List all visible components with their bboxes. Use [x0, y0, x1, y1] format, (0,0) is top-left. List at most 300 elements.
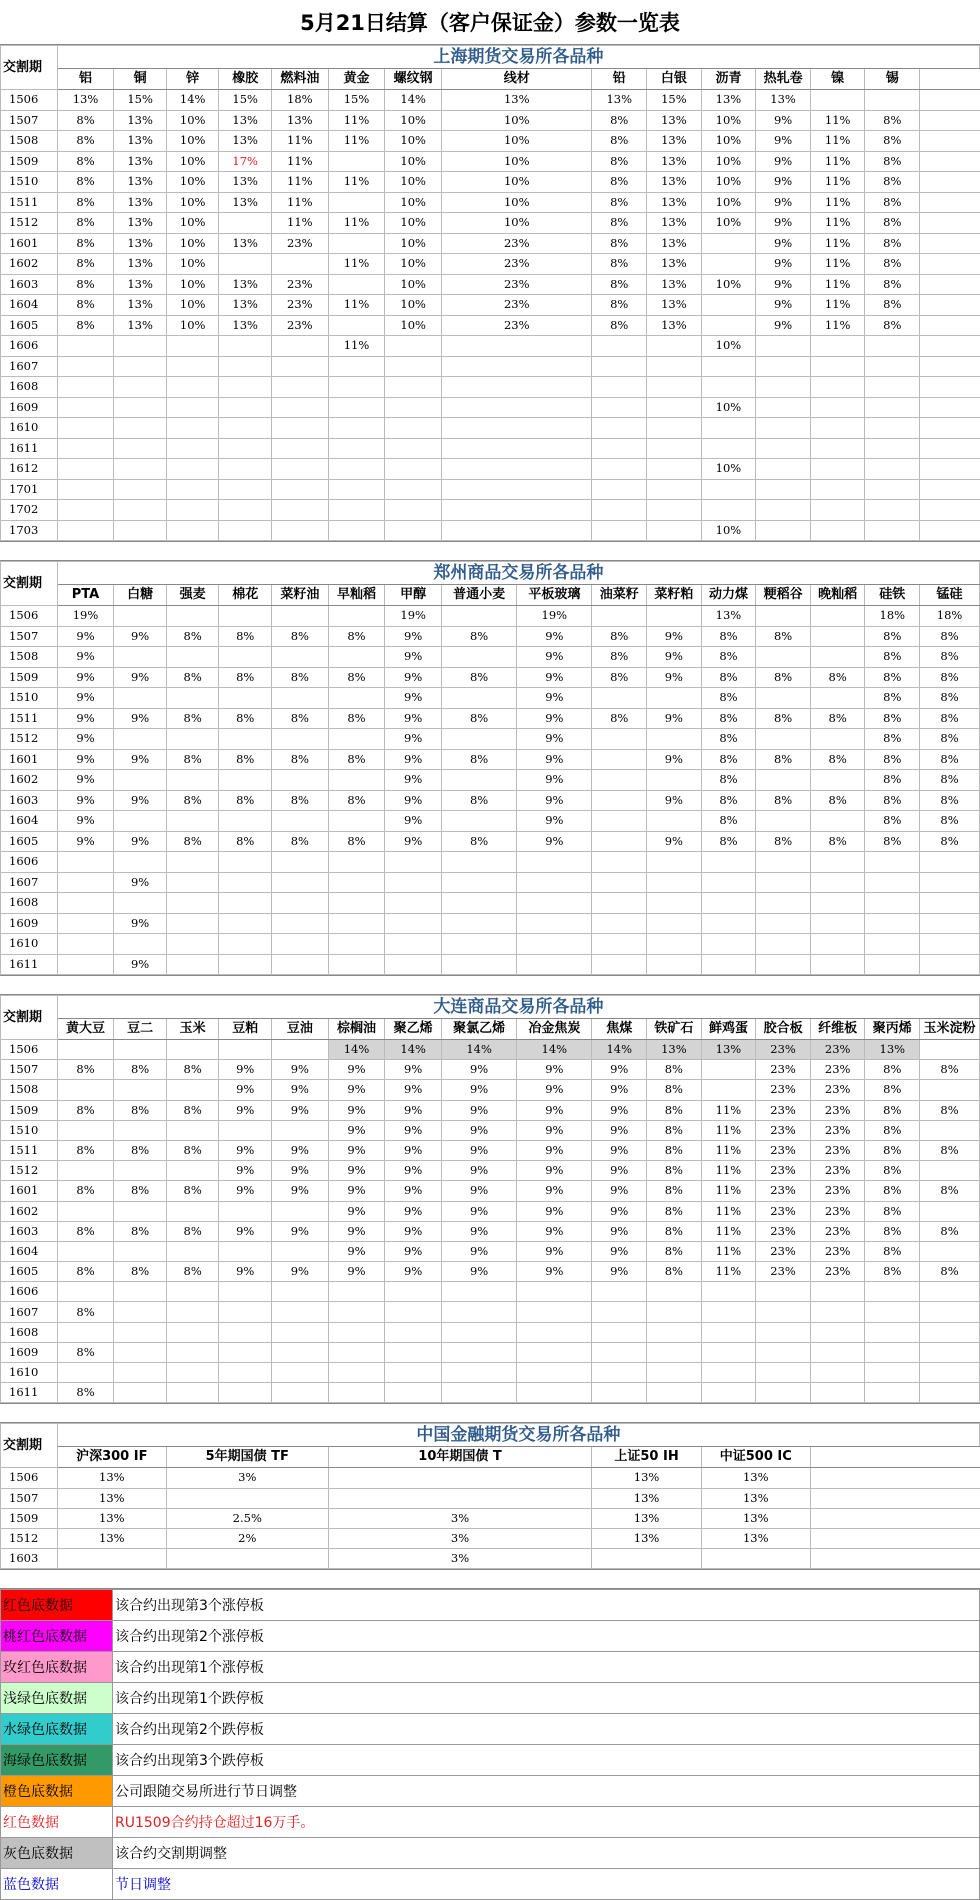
exchange-name: 大连商品交易所各品种: [57, 996, 979, 1019]
margin-cell: [114, 1302, 167, 1322]
margin-cell: 8%: [865, 1100, 920, 1120]
margin-cell: [219, 954, 272, 975]
margin-cell: [385, 1383, 442, 1403]
empty-cell: [920, 192, 980, 213]
margin-cell: [385, 913, 442, 934]
margin-cell: [865, 418, 920, 439]
margin-cell: 8%: [114, 1060, 167, 1080]
margin-cell: [920, 1080, 980, 1100]
empty-cell: [810, 1508, 979, 1528]
margin-cell: [219, 893, 272, 914]
margin-cell: [166, 1488, 328, 1508]
margin-cell: [385, 438, 442, 459]
commodity-name: 聚氯乙烯: [442, 1019, 517, 1040]
period-cell: 1611: [1, 954, 58, 975]
margin-cell: 8%: [920, 831, 980, 852]
margin-cell: 8%: [865, 1201, 920, 1221]
margin-cell: 9%: [442, 1201, 517, 1221]
margin-cell: 18%: [271, 90, 328, 111]
margin-cell: [219, 647, 272, 668]
table-row: [1, 192, 980, 213]
table-row: [1, 1488, 980, 1508]
margin-cell: 8%: [865, 233, 920, 254]
commodity-name: 聚丙烯: [865, 1019, 920, 1040]
margin-cell: [166, 1201, 219, 1221]
margin-cell: 10%: [701, 274, 756, 295]
margin-cell: 10%: [166, 315, 219, 336]
margin-cell: 8%: [328, 708, 385, 729]
margin-cell: [57, 872, 114, 893]
margin-cell: 10%: [442, 192, 592, 213]
margin-cell: 8%: [166, 626, 219, 647]
margin-cell: 10%: [385, 131, 442, 152]
margin-cell: [271, 893, 328, 914]
commodity-name: 强麦: [166, 585, 219, 606]
margin-cell: [219, 336, 272, 357]
margin-cell: [385, 459, 442, 480]
margin-cell: [442, 438, 592, 459]
margin-cell: 8%: [920, 1100, 980, 1120]
margin-cell: 8%: [166, 790, 219, 811]
margin-cell: 10%: [166, 274, 219, 295]
legend-row: [1, 1869, 980, 1900]
margin-cell: [592, 770, 647, 791]
margin-cell: [271, 1342, 328, 1362]
margin-cell: [219, 1201, 272, 1221]
margin-cell: [810, 934, 865, 955]
margin-cell: 9%: [57, 729, 114, 750]
margin-cell: 23%: [271, 295, 328, 316]
margin-cell: 13%: [114, 192, 167, 213]
legend-swatch: 红色数据: [1, 1807, 113, 1838]
margin-cell: 8%: [114, 1181, 167, 1201]
margin-cell: 10%: [442, 151, 592, 172]
margin-cell: 9%: [328, 1140, 385, 1160]
legend-description: 该合约出现第1个涨停板: [113, 1652, 980, 1683]
margin-cell: 9%: [328, 1181, 385, 1201]
table-row: [1, 356, 980, 377]
table-row: [1, 831, 980, 852]
margin-cell: [166, 729, 219, 750]
margin-cell: 9%: [385, 688, 442, 709]
table-row: [1, 1528, 980, 1548]
margin-cell: 9%: [647, 647, 702, 668]
margin-cell: 8%: [920, 626, 980, 647]
margin-cell: 13%: [114, 254, 167, 275]
margin-cell: 13%: [701, 606, 756, 627]
margin-cell: [442, 1342, 517, 1362]
table-row: [1, 1181, 980, 1201]
commodity-name: 黄金: [328, 69, 385, 90]
commodity-name: PTA: [57, 585, 114, 606]
margin-cell: [114, 811, 167, 832]
margin-cell: [701, 1060, 756, 1080]
margin-cell: [592, 749, 647, 770]
margin-cell: 8%: [57, 172, 114, 193]
margin-cell: 9%: [385, 770, 442, 791]
exchange-name: 郑州商品交易所各品种: [57, 562, 979, 585]
period-cell: 1609: [1, 397, 58, 418]
period-cell: 1703: [1, 520, 58, 541]
period-cell: 1605: [1, 315, 58, 336]
margin-cell: [219, 1282, 272, 1302]
margin-cell: 10%: [385, 213, 442, 234]
margin-cell: [114, 1383, 167, 1403]
margin-cell: [517, 1363, 592, 1383]
margin-cell: 8%: [865, 192, 920, 213]
margin-cell: [647, 500, 702, 521]
commodity-name: 玉米: [166, 1019, 219, 1040]
commodity-header-row: [1, 1447, 980, 1468]
margin-cell: [701, 233, 756, 254]
margin-cell: [328, 418, 385, 439]
margin-cell: 8%: [57, 1060, 114, 1080]
margin-cell: [810, 626, 865, 647]
margin-cell: 14%: [592, 1040, 647, 1060]
margin-cell: [57, 377, 114, 398]
margin-cell: [114, 1322, 167, 1342]
margin-cell: [219, 688, 272, 709]
margin-cell: 9%: [517, 1080, 592, 1100]
period-cell: 1607: [1, 1302, 58, 1322]
margin-cell: [865, 90, 920, 111]
commodity-name: 油菜籽: [592, 585, 647, 606]
margin-cell: 9%: [592, 1140, 647, 1160]
exchange-table: [0, 561, 980, 975]
margin-cell: 13%: [57, 1488, 166, 1508]
margin-cell: [810, 1363, 865, 1383]
margin-cell: [756, 356, 811, 377]
margin-cell: [328, 811, 385, 832]
margin-cell: [328, 192, 385, 213]
margin-cell: 8%: [57, 274, 114, 295]
period-cell: 1611: [1, 438, 58, 459]
margin-cell: 8%: [442, 708, 517, 729]
margin-cell: [328, 1363, 385, 1383]
margin-cell: [647, 729, 702, 750]
margin-cell: 8%: [701, 688, 756, 709]
margin-cell: 23%: [442, 274, 592, 295]
exchange-name: 中国金融期货交易所各品种: [57, 1424, 979, 1447]
period-cell: 1701: [1, 479, 58, 500]
margin-cell: [385, 520, 442, 541]
margin-cell: [385, 872, 442, 893]
margin-cell: [219, 1040, 272, 1060]
margin-cell: 13%: [647, 131, 702, 152]
margin-cell: [328, 872, 385, 893]
margin-cell: 13%: [701, 90, 756, 111]
margin-cell: [647, 377, 702, 398]
margin-cell: 8%: [271, 749, 328, 770]
margin-cell: 8%: [592, 192, 647, 213]
commodity-name: 镍: [810, 69, 865, 90]
margin-cell: 8%: [810, 831, 865, 852]
margin-cell: 3%: [166, 1468, 328, 1488]
margin-cell: [442, 913, 517, 934]
legend-row: [1, 1838, 980, 1869]
margin-cell: 9%: [271, 1181, 328, 1201]
commodity-name: 棕榈油: [328, 1019, 385, 1040]
margin-cell: 13%: [57, 1468, 166, 1488]
margin-cell: [756, 1322, 811, 1342]
margin-cell: 9%: [517, 1181, 592, 1201]
commodity-name: 纤维板: [810, 1019, 865, 1040]
table-row: [1, 790, 980, 811]
margin-cell: 9%: [517, 1221, 592, 1241]
margin-cell: 8%: [57, 192, 114, 213]
commodity-name: 冶金焦炭: [517, 1019, 592, 1040]
period-cell: 1511: [1, 1140, 58, 1160]
margin-cell: 17%: [219, 151, 272, 172]
margin-cell: 8%: [166, 1262, 219, 1282]
margin-cell: 13%: [114, 131, 167, 152]
margin-cell: 9%: [517, 1161, 592, 1181]
margin-cell: 9%: [114, 708, 167, 729]
margin-cell: 9%: [328, 1241, 385, 1261]
margin-cell: [385, 377, 442, 398]
margin-cell: [166, 934, 219, 955]
margin-cell: 13%: [219, 315, 272, 336]
period-cell: 1604: [1, 295, 58, 316]
margin-cell: [166, 893, 219, 914]
table-row: [1, 1383, 980, 1403]
margin-cell: [114, 1282, 167, 1302]
margin-cell: [810, 647, 865, 668]
period-cell: 1509: [1, 151, 58, 172]
margin-cell: [166, 606, 219, 627]
margin-cell: 8%: [57, 315, 114, 336]
margin-cell: [592, 479, 647, 500]
margin-cell: [701, 934, 756, 955]
margin-cell: 13%: [647, 192, 702, 213]
margin-cell: 23%: [271, 274, 328, 295]
margin-cell: 8%: [920, 729, 980, 750]
margin-cell: [701, 1302, 756, 1322]
margin-cell: 11%: [328, 336, 385, 357]
commodity-name: 硅铁: [865, 585, 920, 606]
margin-cell: [756, 1302, 811, 1322]
margin-cell: [114, 356, 167, 377]
commodity-name: 玉米淀粉: [920, 1019, 980, 1040]
margin-cell: [647, 438, 702, 459]
margin-cell: [592, 397, 647, 418]
margin-cell: [219, 1241, 272, 1261]
margin-cell: 8%: [701, 749, 756, 770]
margin-cell: [592, 790, 647, 811]
margin-cell: [219, 438, 272, 459]
margin-cell: 10%: [166, 295, 219, 316]
margin-cell: [114, 1342, 167, 1362]
margin-cell: 23%: [271, 233, 328, 254]
commodity-name: 聚乙烯: [385, 1019, 442, 1040]
margin-cell: [865, 893, 920, 914]
margin-cell: 11%: [701, 1100, 756, 1120]
period-cell: 1611: [1, 1383, 58, 1403]
table-row: [1, 233, 980, 254]
commodity-name: 白糖: [114, 585, 167, 606]
empty-cell: [920, 131, 980, 152]
margin-cell: [810, 913, 865, 934]
empty-cell: [810, 1468, 979, 1488]
margin-cell: 8%: [57, 131, 114, 152]
margin-cell: [647, 397, 702, 418]
margin-cell: [166, 336, 219, 357]
margin-cell: 8%: [166, 708, 219, 729]
margin-cell: 19%: [385, 606, 442, 627]
margin-cell: 18%: [920, 606, 980, 627]
margin-cell: 14%: [166, 90, 219, 111]
table-row: [1, 1161, 980, 1181]
commodity-name: 棉花: [219, 585, 272, 606]
margin-cell: 9%: [442, 1181, 517, 1201]
commodity-name: 上证50 IH: [592, 1447, 701, 1468]
margin-cell: 11%: [701, 1161, 756, 1181]
margin-cell: [166, 770, 219, 791]
margin-cell: 8%: [592, 315, 647, 336]
margin-cell: 9%: [517, 729, 592, 750]
margin-cell: 10%: [385, 110, 442, 131]
margin-cell: [166, 954, 219, 975]
margin-cell: 14%: [442, 1040, 517, 1060]
margin-cell: 8%: [920, 811, 980, 832]
margin-cell: [114, 377, 167, 398]
margin-cell: 23%: [810, 1161, 865, 1181]
margin-cell: 8%: [219, 667, 272, 688]
margin-cell: 10%: [442, 131, 592, 152]
table-row: [1, 852, 980, 873]
margin-cell: [810, 500, 865, 521]
margin-cell: 9%: [517, 749, 592, 770]
margin-cell: 10%: [442, 172, 592, 193]
margin-cell: [442, 893, 517, 914]
margin-cell: 8%: [166, 1060, 219, 1080]
margin-cell: 8%: [57, 151, 114, 172]
period-cell: 1601: [1, 749, 58, 770]
margin-cell: 8%: [701, 626, 756, 647]
margin-cell: [385, 500, 442, 521]
margin-cell: 11%: [271, 172, 328, 193]
margin-cell: 9%: [592, 1181, 647, 1201]
margin-cell: [442, 1302, 517, 1322]
commodity-name: 黄大豆: [57, 1019, 114, 1040]
margin-cell: 8%: [328, 667, 385, 688]
margin-cell: [442, 356, 592, 377]
margin-cell: [920, 1120, 980, 1140]
margin-cell: [592, 1363, 647, 1383]
margin-cell: [271, 520, 328, 541]
margin-cell: 8%: [920, 688, 980, 709]
margin-cell: [517, 1302, 592, 1322]
exchange-sections: [0, 45, 980, 1569]
margin-cell: 10%: [166, 233, 219, 254]
margin-cell: [701, 295, 756, 316]
margin-cell: [442, 1383, 517, 1403]
margin-cell: [592, 934, 647, 955]
margin-cell: [114, 479, 167, 500]
margin-cell: [219, 1302, 272, 1322]
period-cell: 1605: [1, 1262, 58, 1282]
margin-cell: [219, 1120, 272, 1140]
margin-cell: 8%: [328, 831, 385, 852]
legend-description: 该合约出现第2个跌停板: [113, 1714, 980, 1745]
margin-cell: [920, 1161, 980, 1181]
margin-cell: [219, 418, 272, 439]
margin-cell: 8%: [166, 1181, 219, 1201]
commodity-name: 甲醇: [385, 585, 442, 606]
margin-cell: [328, 1302, 385, 1322]
margin-cell: [271, 811, 328, 832]
margin-cell: [328, 729, 385, 750]
margin-cell: [442, 770, 517, 791]
margin-cell: [328, 233, 385, 254]
margin-cell: [114, 520, 167, 541]
margin-cell: [57, 1363, 114, 1383]
margin-cell: [920, 913, 980, 934]
commodity-name: 铅: [592, 69, 647, 90]
margin-cell: 8%: [865, 729, 920, 750]
margin-cell: [328, 274, 385, 295]
commodity-name: 沥青: [701, 69, 756, 90]
margin-cell: [647, 520, 702, 541]
empty-cell: [920, 172, 980, 193]
margin-cell: 8%: [114, 1221, 167, 1241]
period-cell: 1609: [1, 913, 58, 934]
period-cell: 1606: [1, 336, 58, 357]
margin-cell: 9%: [385, 1080, 442, 1100]
margin-cell: [219, 811, 272, 832]
margin-cell: [385, 1302, 442, 1322]
margin-cell: [810, 1342, 865, 1362]
empty-cell: [920, 520, 980, 541]
empty-cell: [920, 479, 980, 500]
margin-cell: [701, 1080, 756, 1100]
margin-cell: [442, 479, 592, 500]
period-cell: 1508: [1, 647, 58, 668]
margin-cell: 8%: [920, 749, 980, 770]
margin-cell: [647, 893, 702, 914]
period-cell: 1606: [1, 1282, 58, 1302]
margin-cell: 23%: [810, 1100, 865, 1120]
margin-cell: 8%: [701, 729, 756, 750]
margin-cell: [756, 1363, 811, 1383]
margin-cell: [271, 397, 328, 418]
margin-cell: 8%: [592, 647, 647, 668]
margin-cell: [166, 1363, 219, 1383]
margin-cell: [271, 254, 328, 275]
margin-cell: 10%: [385, 192, 442, 213]
margin-cell: 11%: [328, 131, 385, 152]
margin-cell: 8%: [592, 254, 647, 275]
margin-cell: 9%: [442, 1262, 517, 1282]
margin-cell: [592, 729, 647, 750]
period-cell: 1610: [1, 934, 58, 955]
margin-cell: 8%: [57, 1342, 114, 1362]
margin-cell: 9%: [271, 1100, 328, 1120]
margin-cell: 23%: [756, 1060, 811, 1080]
margin-cell: [756, 811, 811, 832]
margin-cell: 23%: [810, 1120, 865, 1140]
margin-cell: 8%: [756, 749, 811, 770]
margin-cell: 8%: [865, 295, 920, 316]
margin-cell: 9%: [647, 708, 702, 729]
margin-cell: 9%: [385, 831, 442, 852]
legend-swatch: 红色底数据: [1, 1590, 113, 1621]
margin-cell: [57, 1322, 114, 1342]
margin-cell: 9%: [57, 667, 114, 688]
margin-cell: [114, 647, 167, 668]
margin-cell: 9%: [385, 1100, 442, 1120]
margin-cell: 8%: [701, 790, 756, 811]
